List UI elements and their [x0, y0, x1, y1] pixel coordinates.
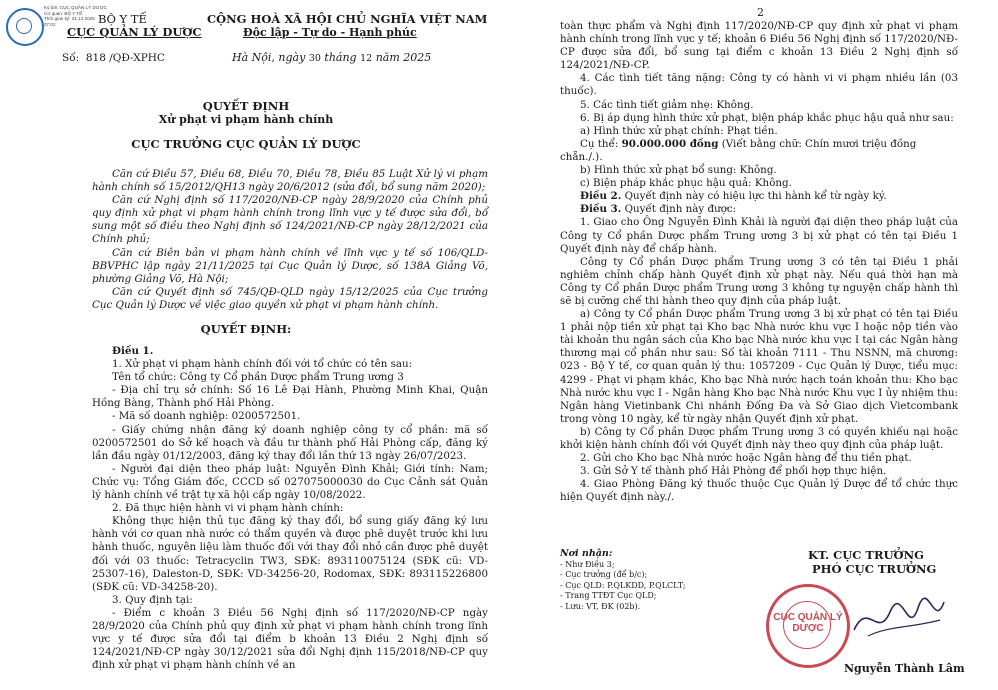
- article-three-paragraph: Công ty Cổ phần Dược phẩm Trung ương 3 có tên tại Điều 1 phải nghiêm chỉnh chấp hành Quyết định xử phạt này. Nếu quá thời hạn mà Công ty Cổ phần Dược phẩm Trung ương 3 không tự nguyện chấp hành thì sẽ bị cưỡng chế thi hành theo quy định của pháp luật.: [560, 255, 958, 307]
- aggravating-factors: 4. Các tình tiết tăng nặng: Công ty có hành vi vi phạm nhiều lần (03 thuốc).: [560, 72, 958, 98]
- recipient-item: - Lưu: VT, ĐK (02b).: [560, 601, 641, 611]
- article-three-paragraph: 1. Giao cho Ông Nguyễn Đình Khải là người đại diện theo pháp luật của Công ty Cổ phần Dược phẩm Trung ương 3 bị xử phạt có tên tại Điều 1 Quyết định này để chấp hành.: [560, 216, 958, 255]
- preamble-clause: Căn cứ Biên bản vi phạm hành chính về lĩnh vực y tế số 106/QLD-BBVPHC lập ngày 21/11/2025 tại Cục Quản lý Dược, số 138A Giảng Võ, phường Giảng Võ, Hà Nội;: [92, 246, 488, 285]
- article-two: Điều 2. Quyết định này có hiệu lực thi hành kể từ ngày ký.: [580, 190, 887, 203]
- recipients: [560, 548, 710, 612]
- department-name: CỤC QUẢN LÝ DƯỢC: [67, 25, 202, 39]
- article-line: - Mã số doanh nghiệp: 0200572501.: [112, 410, 301, 423]
- article-three-paragraph: 3. Gửi Sở Y tế thành phố Hải Phòng để phối hợp thực hiện.: [580, 465, 887, 478]
- digital-signature-icon: [6, 8, 44, 46]
- recipient-item: - Cục trưởng (để b/c);: [560, 570, 648, 580]
- recipient-item: - Cục QLD: P.QLKDD, P.QLCLT;: [560, 580, 686, 590]
- preamble-clause: Căn cứ Quyết định số 745/QĐ-QLD ngày 15/12/2025 của Cục trưởng Cục Quản lý Dược về việc giao quyền xử phạt vi phạm hành chính.: [92, 285, 488, 311]
- signature-title: KT. CỤC TRƯỞNG: [808, 548, 924, 562]
- article-three-paragraph: 4. Giao Phòng Đăng ký thuốc thuộc Cục Quản lý Dược để tổ chức thực hiện Quyết định này./.: [560, 478, 958, 504]
- stamp-line: Ký bởi: CỤC QUẢN LÝ DƯỢC: [44, 5, 107, 10]
- article-line: 3. Quy định tại:: [112, 593, 193, 606]
- preamble-clause: Căn cứ Điều 57, Điều 68, Điều 70, Điều 78, Điều 85 Luật Xử lý vi phạm hành chính số 15/2012/QH13 ngày 20/6/2012 (sửa đổi, bổ sung năm 2020);: [92, 168, 488, 194]
- article-line: 1. Xử phạt vi phạm hành chính đối với tổ chức có tên sau:: [112, 358, 413, 371]
- handwritten-signature-icon: [848, 590, 948, 650]
- article-three-paragraph: b) Công ty Cổ phần Dược phẩm Trung ương 3 có quyền khiếu nại hoặc khởi kiện hành chính đối với Quyết định này theo quy định của pháp luật.: [560, 425, 958, 451]
- seal-text: CỤC QUẢN LÝ DƯỢC: [773, 612, 843, 634]
- article-three: Điều 3. Quyết định này được:: [580, 203, 737, 216]
- article-line: - Điểm c khoản 3 Điều 56 Nghị định số 117/2020/NĐ-CP ngày 28/9/2020 của Chính phủ quy định xử phạt vi phạm hành chính trong lĩnh vực y tế được sửa đổi tại điểm b khoản 13 Điều 2 Nghị định số 124/2021/NĐ-CP ngày 30/12/2021 sửa đổi Nghị định 115/2018/NĐ-CP quy định xử phạt vi phạm hành chính về an: [92, 606, 488, 672]
- decision-heading: QUYẾT ĐỊNH:: [200, 322, 292, 336]
- nation-title: CỘNG HOÀ XÃ HỘI CHỦ NGHĨA VIỆT NAM: [207, 12, 488, 26]
- stamp-line: Cơ quan: BỘ Y TẾ: [44, 10, 83, 16]
- page-number: 2: [757, 6, 764, 19]
- remedial-measures: c) Biện pháp khắc phục hậu quả: Không.: [580, 177, 792, 190]
- article-line: - Giấy chứng nhận đăng ký doanh nghiệp công ty cổ phần: mã số 0200572501 do Sở kế hoạch và đầu tư thành phố Hải Phòng cấp, đăng ký lần đầu ngày 01/12/2003, đăng ký thay đổi lần thứ 13 ngày 26/07/2023.: [92, 423, 488, 462]
- additional-penalty: b) Hình thức xử phạt bổ sung: Không.: [580, 164, 777, 177]
- article-three-paragraph: 2. Gửi cho Kho bạc Nhà nước hoặc Ngân hàng để thu tiền phạt.: [580, 452, 912, 465]
- article-heading: Điều 1.: [112, 345, 154, 357]
- article-line: Không thực hiện thủ tục đăng ký thay đổi, bổ sung giấy đăng ký lưu hành với cơ quan nhà nước có thẩm quyền và được phê duyệt trước khi lưu hành thuốc, nguyên liệu làm thuốc đối với thay đổi nhỏ cần được phê duyệt đối với 03 thuốc: Tetracyclin TW3, SĐK: 893110075124 (SĐK cũ: VD-25307-16), Daleston-D, SĐK: VD-34256-20, Rodomax, SĐK: 893115226800 (SĐK cũ: VD-34258-20).: [92, 515, 488, 593]
- mitigating-factors: 5. Các tình tiết giảm nhẹ: Không.: [580, 98, 754, 111]
- ministry-name: BỘ Y TẾ: [98, 12, 147, 26]
- continuation-text: toàn thực phẩm và Nghị định 117/2020/NĐ-CP quy định xử phạt vi phạm hành chính trong lĩnh vực y tế; khoản 6 Điều 56 Nghị định số 117/2020/NĐ-CP được sửa đổi, bổ sung tại điểm c khoản 13 Điều 2 Nghị định số 124/2021/NĐ-CP.: [560, 20, 958, 72]
- decision-subject: Xử phạt vi phạm hành chính: [158, 113, 334, 126]
- article-one: [92, 345, 488, 672]
- stamp-line: Thời gian ký: 31.12.2025: [44, 16, 95, 21]
- document-number: Số: 818 /QĐ-XPHC: [62, 52, 165, 64]
- preamble-clause: Căn cứ Nghị định số 117/2020/NĐ-CP ngày 28/9/2020 của Chính phủ quy định xử phạt vi phạm hành chính trong lĩnh vực y tế được sửa đổi, bổ sung một số điều theo Nghị định số 124/2021/NĐ-CP ngày 28/12/2021 của Chính phủ;: [92, 194, 488, 246]
- signer-name: Nguyễn Thành Lâm: [844, 662, 965, 675]
- penalty-forms: 6. Bị áp dụng hình thức xử phạt, biện pháp khắc phục hậu quả như sau:: [580, 111, 954, 124]
- article-three-paragraph: a) Công ty Cổ phần Dược phẩm Trung ương 3 bị xử phạt có tên tại Điều 1 phải nộp tiền xử phạt tại Kho bạc Nhà nước khu vực I hoặc nộp tiền vào tài khoản thu ngân sách của Kho bạc Nhà nước khu vực I tại các Ngân hàng thương mại cổ phần như sau: Số tài khoản 7111 - Thu NSNN, mã chương: 023 - Bộ Y tế, cơ quan quản lý thu: 1057209 - Cục Quản lý Dược, tiểu mục: 4299 - Phạt vi phạm khác, Kho bạc Nhà nước hạch toán khoản thu: Kho bạc Nhà nước khu vực I - Ngân hàng Kho bạc Nhà nước Khu vực I ủy nhiệm thu: Ngân hàng Vietinbank Chi nhánh Đống Đa và Sở Giao dịch Vietcombank trong vòng 10 ngày, kể từ ngày nhận Quyết định xử phạt.: [560, 308, 958, 425]
- article-line: - Địa chỉ trụ sở chính: Số 16 Lê Đại Hành, Phường Minh Khai, Quận Hồng Bàng, Thành phố Hải Phòng.: [92, 384, 488, 410]
- recipients-heading: Nơi nhận:: [560, 548, 613, 559]
- signature-subtitle: PHÓ CỤC TRƯỞNG: [812, 562, 937, 576]
- article-line: - Người đại diện theo pháp luật: Nguyễn Đình Khải; Giới tính: Nam; Chức vụ: Tổng Giám đốc, CCCD số 027075000030 do Cục Cảnh sát Quản lý hành chính về trật tự xã hội cấp ngày 10/08/2022.: [92, 462, 488, 502]
- issue-date: Hà Nội, ngày 30 tháng 12 năm 2025: [232, 51, 432, 64]
- fine-amount: Cụ thể: 90.000.000 đồng (Viết bằng chữ: Chín mươi triệu đồng chẵn./.).: [560, 137, 917, 163]
- recipient-item: - Như Điều 3;: [560, 560, 615, 569]
- preamble: [92, 168, 488, 312]
- article-line: 2. Đã thực hiện hành vi vi phạm hành chính:: [112, 502, 344, 515]
- decision-authority: CỤC TRƯỞNG CỤC QUẢN LÝ DƯỢC: [131, 137, 361, 151]
- decision-type: QUYẾT ĐỊNH: [202, 99, 290, 113]
- official-seal-icon: [766, 584, 850, 668]
- nation-motto: Độc lập - Tự do - Hạnh phúc: [243, 26, 417, 39]
- main-penalty: a) Hình thức xử phạt chính: Phạt tiền.: [580, 124, 778, 137]
- stamp-line: 07:02: [44, 21, 56, 27]
- recipient-item: - Trang TTĐT Cục QLD;: [560, 591, 657, 601]
- article-line: Tên tổ chức: Công ty Cổ phần Dược phẩm Trung ương 3: [112, 371, 404, 384]
